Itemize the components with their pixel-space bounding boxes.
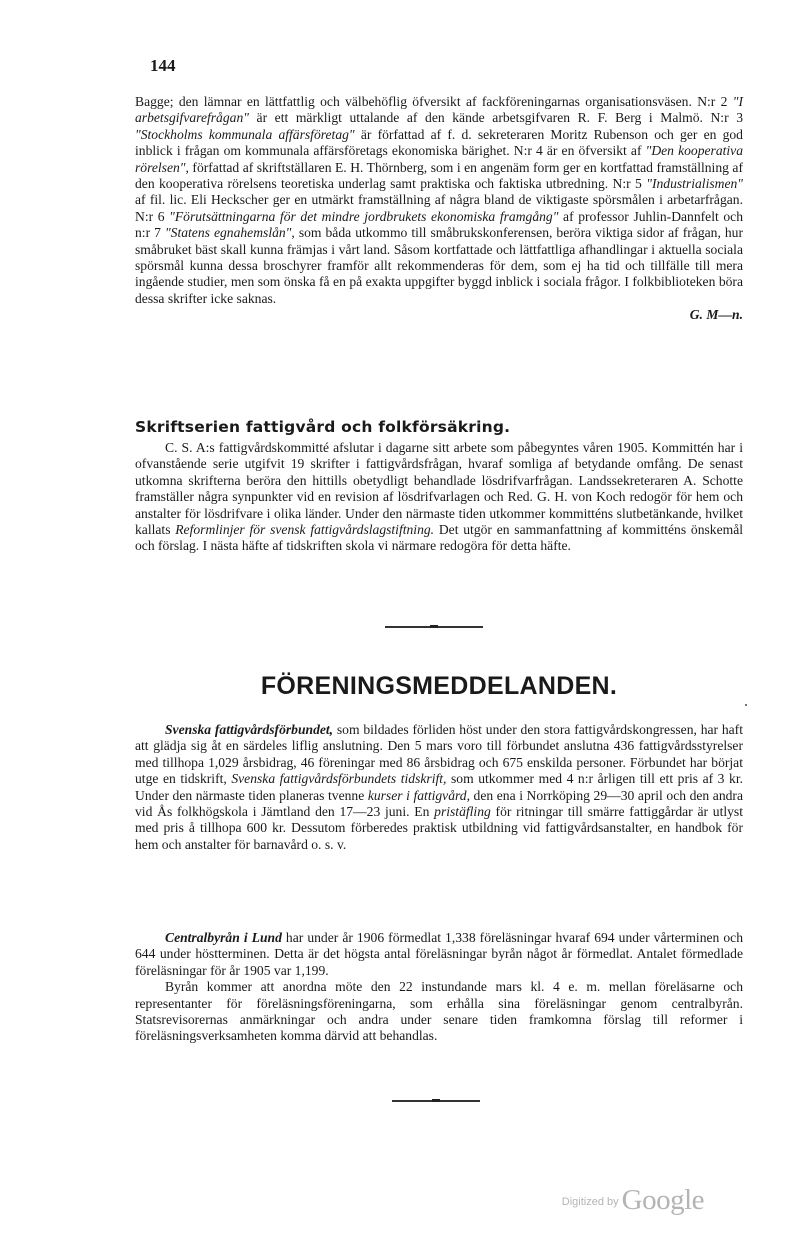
text-run: Bagge; den lämnar en lättfattlig och välbehöflig öfversikt af fackföreningarnas organisationsväsen. N:r 2 bbox=[135, 94, 733, 109]
text-run: Byrån kommer att anordna möte den 22 instundande mars kl. 4 e. m. mellan föreläsarne och representanter för föreläsningsföreningarna, som erhålla sina föreläsningar genom centralbyrån. Statsrevisorernas anmärkningar och andra under senare tiden framkomna förslag till reformer i föreläsningsverksamheten komma därvid att behandlas. bbox=[135, 979, 743, 1044]
watermark-brand: Google bbox=[621, 1184, 704, 1216]
paragraph-mote bbox=[135, 979, 743, 1045]
column-top bbox=[135, 94, 743, 324]
page-number: 144 bbox=[150, 56, 176, 75]
text-run: C. S. A:s fattigvårdskommitté afslutar i dagarne sitt arbete som påbegyntes våren 1905. Kommittén har i ofvanstående serie utgifvit 19 skrifter i fattigvårdsfrågan, hvaraf somliga af betydande omfång. De senast utkomna skrifterna beröra den hittills obetydligt behandlade lösdrifvarfrågan. Landssekreteraren A. Schotte framställer några synpunkter vid en revision af lösdrifvarlagen och Red. G. H. von Koch redogör för hem och anstalter för lösdrifvare i olika länder. Under den närmaste tiden utkommer kommitténs slutbetänkande, hvilket kallats bbox=[135, 440, 743, 538]
text-run: , som båda utkommo till småbrukskonferensen, beröra viktiga sidor af frågan, hur småbruket bäst skall kunna främjas i vårt land. Såsom kortfattade och lättfattliga afhandlingar i aktuella sociala spörsmål kunna dessa broschyrer framför allt rekommenderas för dem, som ej ha tid och tillfälle till mera ingående studier, men som önska få en på exakta uppgifter byggd inblick i sociala frågor. I folkbiblioteken böra dessa skrifter icke saknas. bbox=[135, 225, 743, 306]
text-run: Reformlinjer för svensk fattigvårdslagstiftning. bbox=[175, 522, 435, 538]
paragraph-fattigvardskommitte bbox=[135, 440, 743, 555]
text-run: "Statens egnahemslån" bbox=[164, 225, 292, 241]
column-centralbyran bbox=[135, 930, 743, 1045]
digitized-watermark bbox=[562, 1184, 704, 1217]
text-run: "Stockholms kommunala affärsföretag" bbox=[135, 126, 355, 142]
column-section bbox=[135, 418, 743, 555]
text-run: "Förutsättningarna för det mindre jordbrukets ekonomiska framgång" bbox=[169, 208, 559, 224]
text-run: som utkommer med 4 n:r årligen till ett pris af 3 kr. Under den närmaste tiden planeras tvenne bbox=[135, 771, 744, 803]
divider-dot-1 bbox=[430, 625, 438, 628]
text-run: som bildades förliden höst under den stora fattigvårdskongressen, har haft att glädja sig åt en särdeles liflig anslutning. Den 5 mars voro till förbundet anslutna 436 fattigvårdsstyrelser med tillhopa 1,029 årsbidrag, 46 föreningar med 86 årsbidrag och 675 enskilda personer. Förbundet har börjat utge en tidskrift, bbox=[135, 722, 743, 787]
text-run: af fil. lic. Eli Heckscher ger en utmärkt framställning af några bland de viktigaste spörsmålen i arbetarfrågan. N:r 6 bbox=[135, 192, 743, 224]
main-heading: FÖRENINGSMEDDELANDEN. bbox=[260, 672, 618, 700]
signature-line bbox=[135, 307, 743, 323]
text-run: "I arbetsgifvarefrågan" bbox=[135, 94, 743, 126]
text-run: pristäfling bbox=[434, 804, 491, 820]
text-run: af professor Juhlin-Dannfelt och n:r 7 bbox=[135, 208, 744, 241]
text-run: Svenska fattigvårdsförbundets tidskrift, bbox=[231, 771, 447, 787]
paragraph-broschyrer bbox=[135, 94, 743, 307]
text-run: , författad af skriftställaren E. H. Thörnberg, som i en angenäm form ger en kortfattad framställning af den kooperativa rörelsens teoretiska underlag samt praktiska och faktiska utbredning. N:r 5 bbox=[135, 159, 743, 192]
text-run: för ritningar till smärre fattiggårdar är utlyst med pris å tillhopa 600 kr. Dessutom förberedes praktisk utbildning vid fattigvårdsanstalter, en handbok för hem och anstalter för barnavård o. s. v. bbox=[135, 804, 743, 852]
paragraph-fattigvardsforbundet bbox=[135, 722, 743, 853]
column-forbundet bbox=[135, 722, 743, 853]
text-run: "Industrialismen" bbox=[646, 176, 743, 192]
stray-dot bbox=[745, 704, 747, 706]
text-run: kurser i fattigvård, bbox=[367, 787, 470, 803]
divider-dot-2 bbox=[432, 1099, 440, 1102]
text-run: har under år 1906 förmedlat 1,338 föreläsningar hvaraf 694 under vårterminen och 644 under höstterminen. Detta är det högsta antal föreläsningar byrån något år förmedlat. Antalet förmedlade föreläsningar för år 1905 var 1,199. bbox=[135, 930, 743, 978]
text-run: Centralbyrån i Lund bbox=[165, 930, 282, 945]
text-run: är ett märkligt uttalande af den kände arbetsgifvaren R. F. Berg i Malmö. N:r 3 bbox=[248, 110, 743, 126]
section-title: Skriftserien fattigvård och folkförsäkring. bbox=[135, 418, 511, 436]
signature: G. M—n. bbox=[689, 307, 743, 323]
text-run: Svenska fattigvårdsförbundet, bbox=[165, 722, 334, 737]
text-run: Det utgör en sammanfattning af kommitténs önskemål och förslag. I nästa häfte af tidskriften skola vi närmare redogöra för detta häfte. bbox=[135, 522, 744, 554]
heading-block bbox=[135, 672, 743, 701]
paragraph-centralbyran bbox=[135, 930, 743, 979]
text-run: "Den kooperativa rörelsen" bbox=[135, 143, 744, 175]
watermark-digitized: Digitized by bbox=[561, 1196, 619, 1208]
text-run: den ena i Norrköping 29—30 april och den andra vid Ås folkhögskola i Jämtland den 17—23 juni. En bbox=[135, 787, 743, 820]
text-run: är författad af f. d. sekreteraren Moritz Rubenson och ger en god inblick i frågan om kommunala affärsföretags ekonomiska bärighet. N:r 4 är en öfversikt af bbox=[135, 126, 743, 159]
